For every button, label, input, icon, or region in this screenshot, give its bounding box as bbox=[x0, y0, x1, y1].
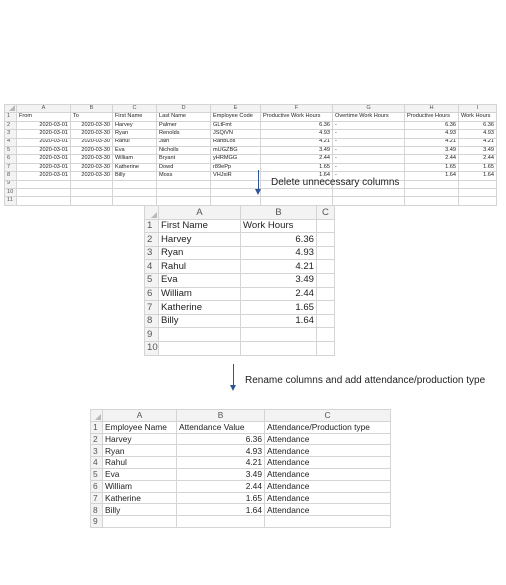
row-number[interactable]: 6 bbox=[145, 287, 159, 301]
empty-cell[interactable] bbox=[317, 273, 335, 287]
empty-cell[interactable] bbox=[17, 180, 71, 188]
row-number[interactable]: 2 bbox=[145, 233, 159, 247]
cell[interactable]: 1.65 bbox=[177, 492, 265, 504]
cell[interactable]: Moss bbox=[157, 172, 211, 180]
row-number[interactable]: 8 bbox=[145, 314, 159, 328]
cell[interactable]: 2020-03-01 bbox=[17, 138, 71, 146]
cell[interactable]: 4.21 bbox=[261, 138, 333, 146]
header-cell-attendance-type[interactable]: Attendance/Production type bbox=[265, 421, 391, 433]
header-cell-work-hours[interactable]: Work Hours bbox=[241, 219, 317, 233]
cell[interactable]: 3.49 bbox=[459, 146, 497, 154]
column-header-h[interactable]: H bbox=[405, 105, 459, 113]
empty-cell[interactable] bbox=[317, 301, 335, 315]
cell[interactable]: Nicholls bbox=[157, 146, 211, 154]
column-header-a[interactable]: A bbox=[159, 206, 241, 220]
table-row bbox=[91, 480, 391, 492]
cell[interactable]: 2020-03-01 bbox=[17, 155, 71, 163]
column-header-a[interactable]: A bbox=[103, 410, 177, 422]
empty-row bbox=[91, 516, 391, 528]
cell[interactable]: William bbox=[113, 155, 157, 163]
row-number[interactable]: 1 bbox=[91, 421, 103, 433]
cell[interactable]: 6.36 bbox=[405, 121, 459, 129]
row-number[interactable]: 1 bbox=[145, 219, 159, 233]
cell[interactable]: 1.64 bbox=[241, 314, 317, 328]
cell[interactable]: 4.93 bbox=[405, 130, 459, 138]
cell[interactable]: 1.64 bbox=[177, 504, 265, 516]
cell[interactable]: 2020-03-30 bbox=[71, 146, 113, 154]
table-row bbox=[145, 301, 335, 315]
empty-cell[interactable] bbox=[17, 197, 71, 205]
row-number[interactable]: 1 bbox=[5, 113, 17, 121]
empty-cell[interactable] bbox=[159, 341, 241, 355]
row-number[interactable]: 5 bbox=[145, 273, 159, 287]
column-header-b[interactable]: B bbox=[71, 105, 113, 113]
header-cell-work-hours[interactable]: Work Hours bbox=[459, 113, 497, 121]
table-row bbox=[91, 445, 391, 457]
step-label-delete-columns: Delete unnecessary columns bbox=[271, 177, 400, 188]
empty-cell[interactable] bbox=[261, 188, 333, 196]
cell[interactable]: JSQiVN bbox=[211, 130, 261, 138]
column-header-c[interactable]: C bbox=[317, 206, 335, 220]
cell[interactable]: - bbox=[333, 163, 405, 171]
row-number[interactable]: 3 bbox=[91, 445, 103, 457]
cell[interactable]: GLtFmt bbox=[211, 121, 261, 129]
table-row bbox=[145, 233, 335, 247]
empty-cell[interactable] bbox=[241, 341, 317, 355]
empty-cell[interactable] bbox=[333, 197, 405, 205]
cell[interactable]: 2020-03-30 bbox=[71, 163, 113, 171]
cell[interactable]: William bbox=[159, 287, 241, 301]
row-number[interactable]: 9 bbox=[145, 328, 159, 342]
cell[interactable]: 2.44 bbox=[405, 155, 459, 163]
cell[interactable]: 6.36 bbox=[241, 233, 317, 247]
cell[interactable]: 1.65 bbox=[459, 163, 497, 171]
cell[interactable]: Harvey bbox=[103, 433, 177, 445]
empty-cell[interactable] bbox=[103, 516, 177, 528]
cell[interactable]: 4.21 bbox=[177, 457, 265, 469]
row-number[interactable]: 4 bbox=[91, 457, 103, 469]
cell[interactable]: 2020-03-01 bbox=[17, 121, 71, 129]
row-number[interactable]: 10 bbox=[5, 188, 17, 196]
cell[interactable]: 4.21 bbox=[459, 138, 497, 146]
empty-cell[interactable] bbox=[405, 197, 459, 205]
empty-cell[interactable] bbox=[241, 328, 317, 342]
empty-row bbox=[5, 197, 497, 205]
cell[interactable]: 6.36 bbox=[459, 121, 497, 129]
cell[interactable]: Palmer bbox=[157, 121, 211, 129]
cell[interactable]: - bbox=[333, 121, 405, 129]
cell[interactable]: Attendance bbox=[265, 445, 391, 457]
table-row bbox=[91, 504, 391, 516]
header-cell-productive-hours[interactable]: Productive Hours bbox=[405, 113, 459, 121]
cell[interactable]: Harvey bbox=[159, 233, 241, 247]
cell[interactable]: Rahul bbox=[103, 457, 177, 469]
cell[interactable]: 1.64 bbox=[261, 172, 333, 180]
table-row bbox=[145, 246, 335, 260]
cell[interactable]: Rahul bbox=[159, 260, 241, 274]
down-arrow-icon bbox=[233, 364, 234, 386]
cell[interactable]: 4.93 bbox=[177, 445, 265, 457]
empty-cell[interactable] bbox=[459, 188, 497, 196]
cell[interactable]: 2020-03-30 bbox=[71, 155, 113, 163]
down-arrow-icon bbox=[258, 170, 259, 190]
header-cell-first-name[interactable]: First Name bbox=[113, 113, 157, 121]
select-all-corner[interactable] bbox=[91, 410, 103, 422]
cell[interactable]: 2020-03-30 bbox=[71, 130, 113, 138]
column-header-c[interactable]: C bbox=[265, 410, 391, 422]
empty-cell[interactable] bbox=[211, 180, 261, 188]
row-number[interactable]: 8 bbox=[91, 504, 103, 516]
empty-cell[interactable] bbox=[459, 180, 497, 188]
cell[interactable]: - bbox=[333, 130, 405, 138]
column-header-d[interactable]: D bbox=[157, 105, 211, 113]
row-number[interactable]: 4 bbox=[5, 138, 17, 146]
empty-cell[interactable] bbox=[71, 188, 113, 196]
cell[interactable]: 2.44 bbox=[177, 480, 265, 492]
cell[interactable]: William bbox=[103, 480, 177, 492]
empty-cell[interactable] bbox=[211, 188, 261, 196]
cell[interactable]: 2020-03-30 bbox=[71, 138, 113, 146]
cell[interactable]: r89ePp bbox=[211, 163, 261, 171]
cell[interactable]: Billy bbox=[103, 504, 177, 516]
empty-cell[interactable] bbox=[317, 314, 335, 328]
cell[interactable]: Ryan bbox=[159, 246, 241, 260]
table-row bbox=[5, 172, 497, 180]
cell[interactable]: Jain bbox=[157, 138, 211, 146]
header-row bbox=[5, 113, 497, 121]
cell[interactable]: 4.21 bbox=[241, 260, 317, 274]
column-header-g[interactable]: G bbox=[333, 105, 405, 113]
cell[interactable]: - bbox=[333, 172, 405, 180]
cell[interactable]: 2.44 bbox=[459, 155, 497, 163]
cell[interactable]: 4.93 bbox=[459, 130, 497, 138]
cell[interactable]: Harvey bbox=[113, 121, 157, 129]
cell[interactable]: Bryant bbox=[157, 155, 211, 163]
empty-cell[interactable] bbox=[265, 516, 391, 528]
table-row bbox=[145, 260, 335, 274]
row-number[interactable]: 4 bbox=[145, 260, 159, 274]
row-number[interactable]: 5 bbox=[5, 146, 17, 154]
empty-cell[interactable] bbox=[71, 180, 113, 188]
column-header-i[interactable]: I bbox=[459, 105, 497, 113]
cell[interactable]: 4.93 bbox=[261, 130, 333, 138]
cell[interactable]: Attendance bbox=[265, 468, 391, 480]
column-header-c[interactable]: C bbox=[113, 105, 157, 113]
cell[interactable]: Eva bbox=[159, 273, 241, 287]
cell[interactable]: 2020-03-30 bbox=[71, 172, 113, 180]
cell[interactable]: mUGZBG bbox=[211, 146, 261, 154]
table-row bbox=[5, 146, 497, 154]
cell[interactable]: yHRMGG bbox=[211, 155, 261, 163]
header-cell-employee-name[interactable]: Employee Name bbox=[103, 421, 177, 433]
row-number[interactable]: 6 bbox=[5, 155, 17, 163]
header-cell-first-name[interactable]: First Name bbox=[159, 219, 241, 233]
header-cell-overtime-work-hours[interactable]: Overtime Work Hours bbox=[333, 113, 405, 121]
cell[interactable]: Billy bbox=[113, 172, 157, 180]
table-row bbox=[5, 155, 497, 163]
empty-cell[interactable] bbox=[71, 197, 113, 205]
empty-cell[interactable] bbox=[405, 188, 459, 196]
empty-cell[interactable] bbox=[459, 197, 497, 205]
cell[interactable]: 2020-03-01 bbox=[17, 163, 71, 171]
column-header-f[interactable]: F bbox=[261, 105, 333, 113]
cell[interactable]: RahbLos bbox=[211, 138, 261, 146]
cell[interactable]: Katherine bbox=[103, 492, 177, 504]
empty-cell[interactable] bbox=[333, 188, 405, 196]
cell[interactable]: Renolds bbox=[157, 130, 211, 138]
cell[interactable]: - bbox=[333, 146, 405, 154]
column-letter-row bbox=[91, 410, 391, 422]
empty-row bbox=[145, 341, 335, 355]
row-number[interactable]: 2 bbox=[5, 121, 17, 129]
header-cell-productive-work-hours[interactable]: Productive Work Hours bbox=[261, 113, 333, 121]
cell[interactable]: 3.49 bbox=[261, 146, 333, 154]
empty-cell[interactable] bbox=[317, 260, 335, 274]
empty-cell[interactable] bbox=[317, 328, 335, 342]
table-row bbox=[91, 468, 391, 480]
cell[interactable]: - bbox=[333, 138, 405, 146]
cell[interactable]: 2020-03-30 bbox=[71, 121, 113, 129]
header-cell-attendance-value[interactable]: Attendance Value bbox=[177, 421, 265, 433]
row-number[interactable]: 9 bbox=[5, 180, 17, 188]
cell[interactable]: 3.49 bbox=[241, 273, 317, 287]
cell[interactable]: Rahul bbox=[113, 138, 157, 146]
cell[interactable]: Attendance bbox=[265, 504, 391, 516]
original-spreadsheet bbox=[4, 104, 497, 206]
row-number[interactable]: 7 bbox=[5, 163, 17, 171]
cell[interactable]: Katherine bbox=[113, 163, 157, 171]
empty-row bbox=[5, 188, 497, 196]
row-number[interactable]: 7 bbox=[145, 301, 159, 315]
table-row bbox=[5, 121, 497, 129]
cell[interactable]: 1.65 bbox=[405, 163, 459, 171]
empty-cell[interactable] bbox=[211, 197, 261, 205]
cell[interactable]: 3.49 bbox=[405, 146, 459, 154]
header-cell-last-name[interactable]: Last Name bbox=[157, 113, 211, 121]
trimmed-spreadsheet bbox=[144, 205, 335, 356]
row-number[interactable]: 3 bbox=[145, 246, 159, 260]
row-number[interactable]: 9 bbox=[91, 516, 103, 528]
final-spreadsheet bbox=[90, 409, 391, 528]
empty-cell[interactable] bbox=[405, 180, 459, 188]
empty-cell[interactable] bbox=[317, 287, 335, 301]
step-label-rename-columns: Rename columns and add attendance/production type bbox=[245, 375, 486, 386]
cell[interactable]: 6.36 bbox=[177, 433, 265, 445]
cell[interactable]: Attendance bbox=[265, 433, 391, 445]
column-letter-row bbox=[145, 206, 335, 220]
header-cell-from[interactable]: From bbox=[17, 113, 71, 121]
cell[interactable]: 2.44 bbox=[241, 287, 317, 301]
header-cell-employee-code[interactable]: Employee Code bbox=[211, 113, 261, 121]
column-header-a[interactable]: A bbox=[17, 105, 71, 113]
table-row bbox=[145, 314, 335, 328]
row-number[interactable]: 3 bbox=[5, 130, 17, 138]
column-header-e[interactable]: E bbox=[211, 105, 261, 113]
empty-cell[interactable] bbox=[261, 197, 333, 205]
header-row bbox=[145, 219, 335, 233]
cell[interactable]: 3.49 bbox=[177, 468, 265, 480]
select-all-corner[interactable] bbox=[5, 105, 17, 113]
cell[interactable]: 1.64 bbox=[459, 172, 497, 180]
cell[interactable]: 4.21 bbox=[405, 138, 459, 146]
cell[interactable]: - bbox=[333, 155, 405, 163]
column-header-b[interactable]: B bbox=[177, 410, 265, 422]
empty-cell[interactable] bbox=[17, 188, 71, 196]
empty-cell[interactable] bbox=[317, 246, 335, 260]
table-row bbox=[145, 273, 335, 287]
cell[interactable]: 2020-03-01 bbox=[17, 172, 71, 180]
empty-cell[interactable] bbox=[177, 516, 265, 528]
table-row bbox=[5, 138, 497, 146]
column-letter-row bbox=[5, 105, 497, 113]
cell[interactable]: 4.93 bbox=[241, 246, 317, 260]
column-header-b[interactable]: B bbox=[241, 206, 317, 220]
cell[interactable]: 6.36 bbox=[261, 121, 333, 129]
cell[interactable]: Billy bbox=[159, 314, 241, 328]
table-row bbox=[5, 163, 497, 171]
table-row bbox=[91, 457, 391, 469]
cell[interactable]: Ryan bbox=[103, 445, 177, 457]
row-number[interactable]: 2 bbox=[91, 433, 103, 445]
cell[interactable]: Eva bbox=[103, 468, 177, 480]
row-number[interactable]: 11 bbox=[5, 197, 17, 205]
cell[interactable]: 2020-03-01 bbox=[17, 130, 71, 138]
empty-cell[interactable] bbox=[113, 197, 157, 205]
table-row bbox=[91, 433, 391, 445]
row-number[interactable]: 7 bbox=[91, 492, 103, 504]
empty-cell[interactable] bbox=[157, 180, 211, 188]
empty-row bbox=[5, 180, 497, 188]
empty-cell[interactable] bbox=[159, 328, 241, 342]
select-all-corner[interactable] bbox=[145, 206, 159, 220]
row-number[interactable]: 5 bbox=[91, 468, 103, 480]
empty-cell[interactable] bbox=[317, 341, 335, 355]
cell[interactable]: 2.44 bbox=[261, 155, 333, 163]
cell[interactable]: Katherine bbox=[159, 301, 241, 315]
cell[interactable]: Eva bbox=[113, 146, 157, 154]
row-number[interactable]: 6 bbox=[91, 480, 103, 492]
empty-cell[interactable] bbox=[113, 188, 157, 196]
header-row bbox=[91, 421, 391, 433]
cell[interactable]: 1.65 bbox=[241, 301, 317, 315]
empty-cell[interactable] bbox=[157, 188, 211, 196]
empty-cell[interactable] bbox=[317, 219, 335, 233]
cell[interactable]: VHJxiR bbox=[211, 172, 261, 180]
cell[interactable]: Attendance bbox=[265, 492, 391, 504]
header-cell-to[interactable]: To bbox=[71, 113, 113, 121]
cell[interactable]: Ryan bbox=[113, 130, 157, 138]
row-number[interactable]: 10 bbox=[145, 341, 159, 355]
table-row bbox=[5, 130, 497, 138]
empty-cell[interactable] bbox=[317, 233, 335, 247]
table-row bbox=[145, 287, 335, 301]
empty-cell[interactable] bbox=[113, 180, 157, 188]
table-row bbox=[91, 492, 391, 504]
cell[interactable]: Attendance bbox=[265, 480, 391, 492]
cell[interactable]: 1.64 bbox=[405, 172, 459, 180]
cell[interactable]: 2020-03-01 bbox=[17, 146, 71, 154]
cell[interactable]: Attendance bbox=[265, 457, 391, 469]
empty-cell[interactable] bbox=[157, 197, 211, 205]
cell[interactable]: Dowd bbox=[157, 163, 211, 171]
row-number[interactable]: 8 bbox=[5, 172, 17, 180]
cell[interactable]: 1.65 bbox=[261, 163, 333, 171]
empty-row bbox=[145, 328, 335, 342]
